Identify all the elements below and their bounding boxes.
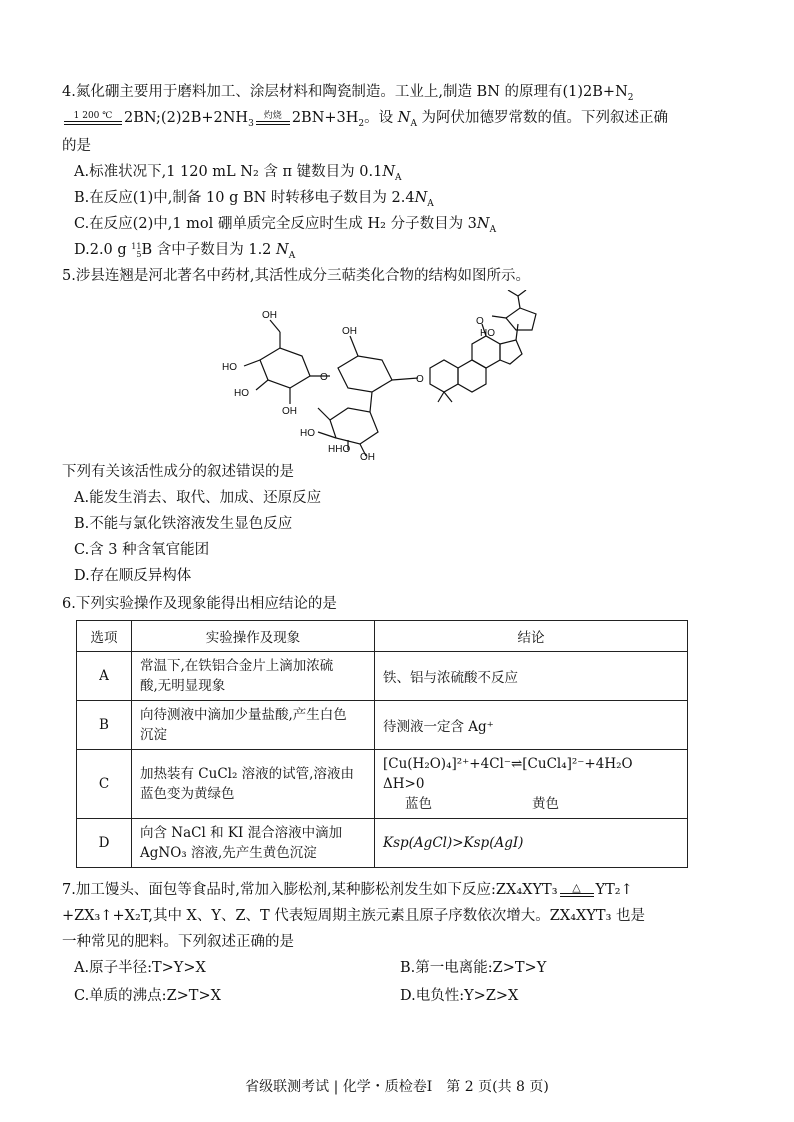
reaction-condition-1 (64, 111, 122, 125)
row-d-operation (132, 819, 375, 868)
q4-text-4: 。设 (364, 110, 398, 126)
q4-nh3-sub: 3 (248, 118, 254, 129)
q4-na-sub-a: A (395, 172, 402, 183)
header-option: 选项 (77, 621, 132, 652)
row-d-option: D (77, 819, 132, 868)
q4-na-a: N (382, 164, 396, 180)
label-oh-2: OH (282, 406, 297, 417)
q4-text-3: 2BN+3H (291, 110, 359, 126)
q4-n2-sub: 2 (627, 92, 634, 103)
table-header-row (77, 621, 688, 652)
q4-line2 (62, 108, 668, 128)
side-ring (506, 308, 536, 330)
q4-option-c (74, 214, 496, 234)
label-hho: HHO (328, 444, 351, 455)
row-b-op1: 向待测液中滴加少量盐酸,产生白色 (140, 707, 347, 723)
row-b-op2: 沉淀 (140, 727, 167, 743)
q5-option-b: B.不能与氯化铁溶液发生显色反应 (74, 516, 293, 532)
q7-line2: +ZX₃↑+X₂T,其中 X、Y、Z、T 代表短周期主族元素且原子序数依次增大。ZX₄XYT₃ 也是 (62, 908, 645, 924)
row-b-option: B (77, 701, 132, 750)
q4-na-sub-b: A (427, 198, 434, 209)
label-oh-3: OH (342, 326, 357, 337)
q4-text-2: 2BN;(2)2B+2NH (124, 110, 249, 126)
q4-option-a-text: A.标准状况下,1 120 mL N₂ 含 π 键数目为 0.1 (74, 164, 383, 180)
label-o-1: O (320, 372, 328, 383)
row-d-op1: 向含 NaCl 和 KI 混合溶液中滴加 (140, 825, 343, 841)
row-b-conclusion: 待测液一定含 Ag⁺ (375, 701, 688, 750)
row-b-operation (132, 701, 375, 750)
q7-text-2: YT₂↑ (595, 882, 633, 898)
cond1-label: 1 200 ℃ (73, 111, 113, 121)
q7-text-1: 7.加工馒头、面包等食品时,常加入膨松剂,某种膨松剂发生如下反应:ZX₄XYT₃ (62, 882, 558, 898)
steroid-ring-c (472, 336, 500, 368)
row-c-op1: 加热装有 CuCl₂ 溶液的试管,溶液由 (140, 766, 354, 782)
equal-sign-1 (64, 121, 122, 125)
q4-h2-sub: 2 (358, 118, 365, 129)
table-row (77, 701, 688, 750)
heat-condition (560, 883, 594, 897)
row-c-operation (132, 750, 375, 819)
row-c-op2: 蓝色变为黄绿色 (140, 786, 235, 802)
q5-option-a: A.能发生消去、取代、加成、还原反应 (74, 490, 322, 506)
sugar-ring-2 (338, 356, 392, 392)
label-ho-4: HO (480, 328, 495, 339)
heat-symbol: △ (572, 881, 581, 894)
row-a-operation (132, 652, 375, 701)
row-c-conclusion (375, 750, 688, 819)
row-c-option: C (77, 750, 132, 819)
experiment-table (76, 620, 688, 868)
label-o-2: O (416, 374, 424, 385)
cond2-label: 灼烧 (263, 111, 282, 121)
isotope-notation (131, 243, 141, 259)
row-c-equation: [Cu(H₂O)₄]²⁺+4Cl⁻⇌[CuCl₄]²⁻+4H₂O ΔH>0 (383, 756, 647, 792)
q7-option-d: D.电负性:Y>Z>X (400, 988, 519, 1004)
table-row (77, 819, 688, 868)
q7-option-b: B.第一电离能:Z>T>Y (400, 960, 547, 976)
q4-option-b-text: B.在反应(1)中,制备 10 g BN 时转移电子数目为 2.4 (74, 190, 415, 206)
row-d-op2: AgNO₃ 溶液,先产生黄色沉淀 (140, 845, 317, 861)
page-footer: 省级联测考试 | 化学・质检卷Ⅰ 第 2 页(共 8 页) (245, 1079, 549, 1095)
q4-text-5: 为阿伏加德罗常数的值。下列叙述正确 (416, 110, 669, 126)
color-yellow-label: 黄色 (532, 796, 559, 812)
q4-na-sub-d: A (288, 250, 296, 261)
sugar-ring-1 (260, 348, 310, 388)
label-ho-3: HO (300, 428, 315, 439)
q4-na-b: N (414, 190, 428, 206)
row-c-colors (383, 794, 679, 814)
table-row (77, 750, 688, 819)
q5-question: 下列有关该活性成分的叙述错误的是 (62, 464, 294, 480)
q4-option-d (74, 240, 295, 260)
row-a-conclusion: 铁、铝与浓硫酸不反应 (375, 652, 688, 701)
q4-na-c: N (476, 216, 490, 232)
q4-line1 (62, 82, 634, 102)
q4-na-sub-c: A (489, 224, 497, 235)
row-d-conclusion: Ksp(AgCl)>Ksp(AgI) (375, 819, 688, 868)
q4-option-b (74, 188, 434, 208)
q7-option-c: C.单质的沸点:Z>T>X (74, 988, 221, 1004)
q5-stem: 5.涉县连翘是河北著名中药材,其活性成分三萜类化合物的结构如图所示。 (62, 268, 530, 284)
steroid-ring-b (458, 360, 486, 392)
label-oh-1: OH (262, 310, 277, 321)
header-operation: 实验操作及现象 (132, 621, 375, 652)
label-ho-2: HO (234, 388, 249, 399)
sugar-ring-3 (330, 408, 378, 444)
label-ho-1: HO (222, 362, 237, 373)
row-a-option: A (77, 652, 132, 701)
q4-na-d: N (276, 242, 289, 258)
molecule-structure-diagram (220, 290, 550, 460)
reaction-condition-2 (256, 111, 290, 125)
q4-na: N (397, 110, 411, 126)
q4-option-d-text2: B 含中子数目为 1.2 (141, 242, 277, 258)
q5-option-c: C.含 3 种含氧官能团 (74, 542, 210, 558)
label-o-3: O (476, 316, 484, 327)
q5-option-d: D.存在顺反异构体 (74, 568, 192, 584)
q4-option-c-text: C.在反应(2)中,1 mol 硼单质完全反应时生成 H₂ 分子数目为 3 (74, 216, 477, 232)
steroid-ring-d (500, 340, 522, 364)
isotope-mass: 11 (131, 242, 142, 251)
q7-line3: 一种常见的肥料。下列叙述正确的是 (62, 934, 294, 950)
steroid-ring-a (430, 360, 458, 392)
header-conclusion: 结论 (375, 621, 688, 652)
isotope-number: 5 (136, 250, 142, 259)
q7-option-a: A.原子半径:T>Y>X (74, 960, 206, 976)
row-a-op2: 酸,无明显现象 (140, 678, 226, 694)
q6-stem: 6.下列实验操作及现象能得出相应结论的是 (62, 596, 337, 612)
equal-sign-2 (256, 121, 290, 125)
q4-na-sub: A (410, 118, 417, 129)
color-blue-label: 蓝色 (405, 796, 432, 812)
q4-option-a (74, 162, 402, 182)
table-row (77, 652, 688, 701)
q4-text-1: 4.氮化硼主要用于磨料加工、涂层材料和陶瓷制造。工业上,制造 BN 的原理有(1)2B+N (62, 84, 628, 100)
q4-option-d-text: D.2.0 g (74, 242, 132, 258)
q4-line3: 的是 (62, 138, 91, 154)
q7-line1 (62, 880, 633, 900)
label-oh-4: OH (360, 452, 375, 460)
row-a-op1: 常温下,在铁铝合金片上滴加浓硫 (140, 658, 334, 674)
